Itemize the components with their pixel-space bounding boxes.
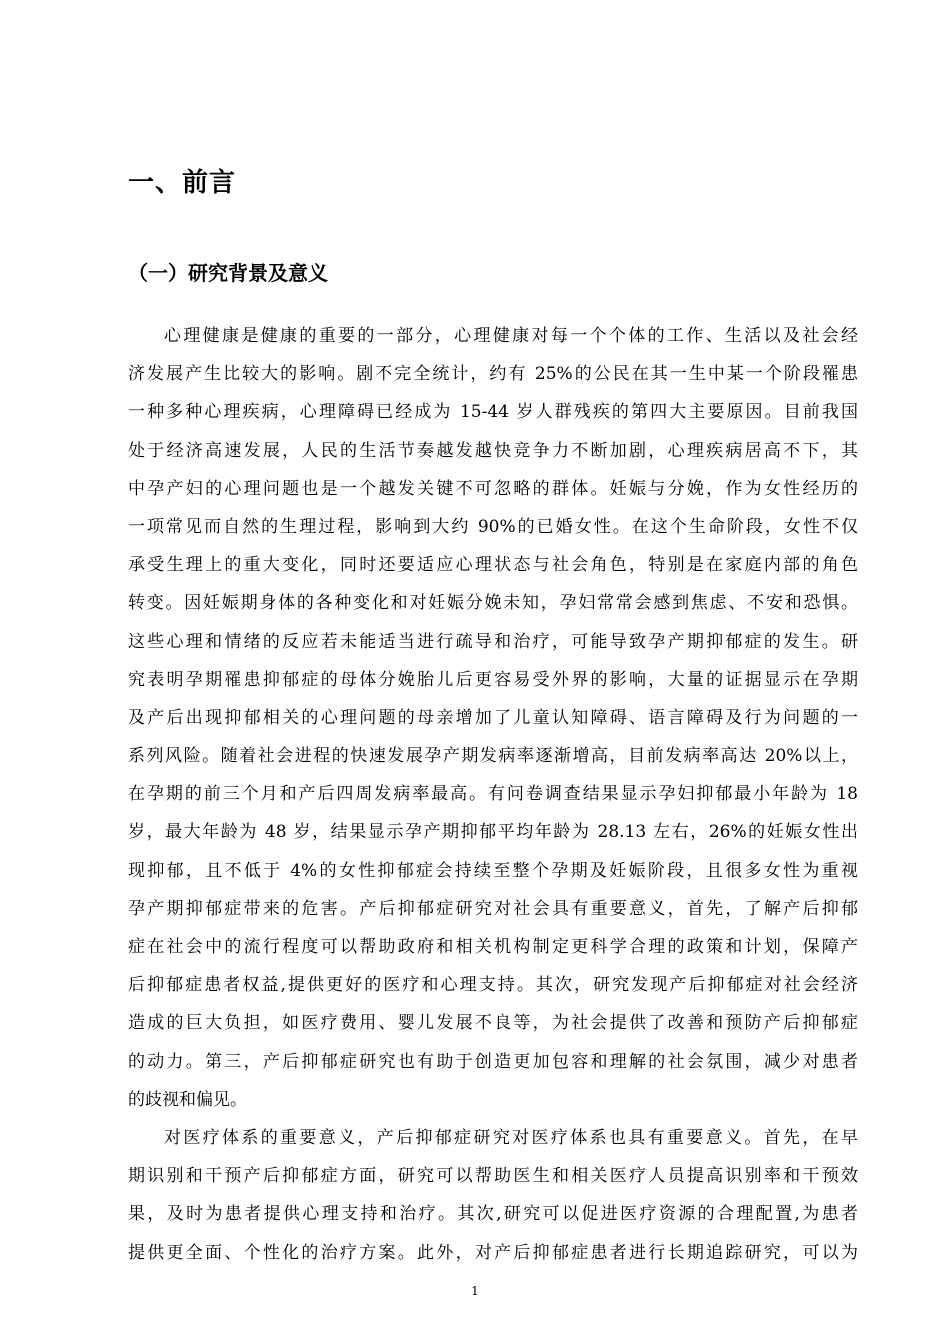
text-line: 及产后出现抑郁相关的心理问题的母亲增加了儿童认知障碍、语言障碍及行为问题的一 [128, 707, 858, 728]
text-line: 一项常见而自然的生理过程，影响到大约 90%的已婚女性。在这个生命阶段，女性不仅 [128, 516, 858, 537]
text-line: 在孕期的前三个月和产后四周发病率最高。有问卷调查结果显示孕妇抑郁最小年龄为 18 [128, 784, 858, 805]
text-line: 症在社会中的流行程度可以帮助政府和相关机构制定更科学合理的政策和计划，保障产 [128, 937, 858, 957]
text-line: 中孕产妇的心理问题也是一个越发关键不可忽略的群体。妊娠与分娩，作为女性经历的 [128, 478, 858, 499]
text-line: 究表明孕期罹患抑郁症的母体分娩胎儿后更容易受外界的影响，大量的证据显示在孕期 [128, 669, 858, 690]
paragraph-1 [128, 317, 858, 1119]
section-title: （一）研究背景及意义 [128, 261, 328, 285]
text-line: 造成的巨大负担，如医疗费用、婴儿发展不良等，为社会提供了改善和预防产后抑郁症 [128, 1013, 858, 1034]
text-line: 岁，最大年龄为 48 岁，结果显示孕产期抑郁平均年龄为 28.13 左右，26%的妊娠女性出 [128, 822, 858, 843]
text-line: 的动力。第三，产后抑郁症研究也有助于创造更加包容和理解的社会氛围，减少对患者 [128, 1051, 858, 1072]
text-line: 果，及时为患者提供心理支持和治疗。其次,研究可以促进医疗资源的合理配置,为患者 [128, 1204, 858, 1225]
text-line: 孕产期抑郁症带来的危害。产后抑郁症研究对社会具有重要意义，首先，了解产后抑郁 [128, 898, 858, 919]
text-line: 系列风险。随着社会进程的快速发展孕产期发病率逐渐增高，目前发病率高达 20%以上， [128, 746, 858, 767]
text-line: 期识别和干预产后抑郁症方面，研究可以帮助医生和相关医疗人员提高识别率和干预效 [128, 1166, 858, 1187]
text-line: 对医疗体系的重要意义，产后抑郁症研究对医疗体系也具有重要意义。首先，在早 [164, 1127, 858, 1148]
text-line: 转变。因妊娠期身体的各种变化和对妊娠分娩未知，孕妇常常会感到焦虑、不安和恐惧。 [128, 593, 858, 614]
text-line: 承受生理上的重大变化，同时还要适应心理状态与社会角色，特别是在家庭内部的角色 [128, 555, 858, 576]
page-number: 1 [471, 1284, 479, 1298]
text-line: 现抑郁，且不低于 4%的女性抑郁症会持续至整个孕期及妊娠阶段，且很多女性为重视 [128, 860, 858, 881]
chapter-title: 一、前言 [128, 168, 237, 198]
text-line: 一种多种心理疾病，心理障碍已经成为 15-44 岁人群残疾的第四大主要原因。目前我国 [128, 402, 858, 423]
text-line: 处于经济高速发展，人民的生活节奏越发越快竞争力不断加剧，心理疾病居高不下，其 [128, 440, 858, 461]
paragraph-2 [128, 1119, 858, 1272]
text-line: 这些心理和情绪的反应若未能适当进行疏导和治疗，可能导致孕产期抑郁症的发生。研 [128, 631, 858, 652]
text-line: 后抑郁症患者权益,提供更好的医疗和心理支持。其次，研究发现产后抑郁症对社会经济 [128, 975, 858, 996]
text-line: 济发展产生比较大的影响。剧不完全统计，约有 25%的公民在其一生中某一个阶段罹患 [128, 364, 858, 385]
text-line: 的歧视和偏见。 [128, 1089, 247, 1110]
text-line: 提供更全面、个性化的治疗方案。此外，对产后抑郁症患者进行长期追踪研究，可以为 [128, 1242, 858, 1263]
body-text [128, 317, 858, 1272]
text-line: 心理健康是健康的重要的一部分，心理健康对每一个个体的工作、生活以及社会经 [164, 326, 858, 346]
